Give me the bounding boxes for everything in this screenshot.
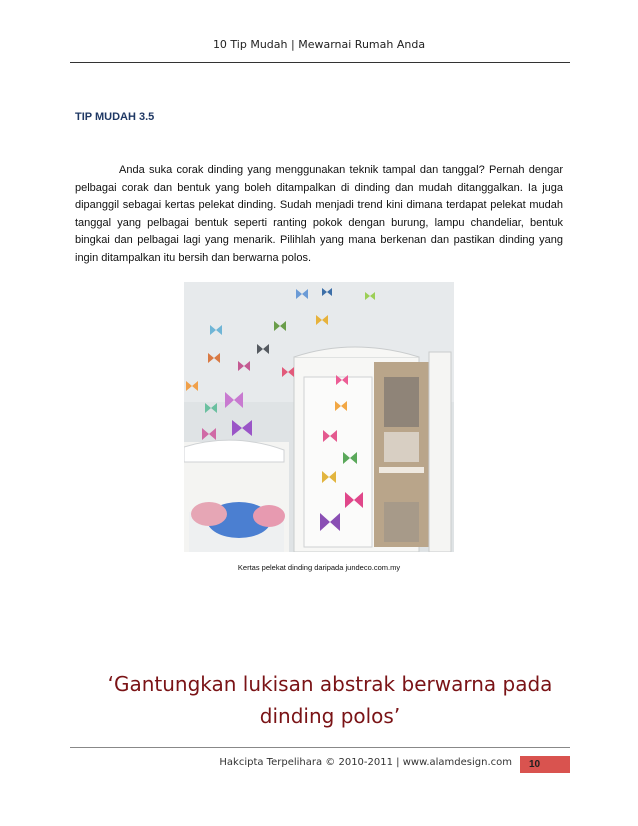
page-header: 10 Tip Mudah | Mewarnai Rumah Anda (212, 38, 426, 51)
figure-caption: Kertas pelekat dinding daripada jundeco.com.my (237, 563, 401, 572)
pull-quote (90, 668, 570, 732)
pull-quote-line-1: ‘Gantungkan lukisan abstrak berwarna pada (107, 672, 553, 696)
header-divider (70, 62, 570, 63)
body-paragraph: Anda suka corak dinding yang menggunakan teknik tampal dan tanggal? Pernah dengar pelbagai corak dan bentuk yang boleh ditampalkan di dinding dan mudah ditanggalkan. Ia juga dipanggil sebagai kertas pelekat dinding. Sudah menjadi trend kini dimana terdapat pelekat mudah tanggal yang pelbagai bentuk seperti ranting pokok dengan burung, lampu chandeliar, bentuk bingkai dan pelbagai lagi yang menarik. Pilihlah yang mana berkenan dan pastikan dinding yang ingin ditampalkan itu bersih dan berwarna polos. (75, 164, 563, 264)
page-number: 10 (520, 756, 570, 773)
footer-copyright: Hakcipta Terpelihara © 2010-2011 | www.alamdesign.com (219, 757, 512, 768)
pull-quote-line-2: dinding polos’ (259, 704, 401, 728)
page-footer (70, 756, 570, 773)
section-title: TIP MUDAH 3.5 (75, 111, 155, 123)
footer-divider (70, 747, 570, 748)
wall-sticker-photo (184, 282, 454, 552)
